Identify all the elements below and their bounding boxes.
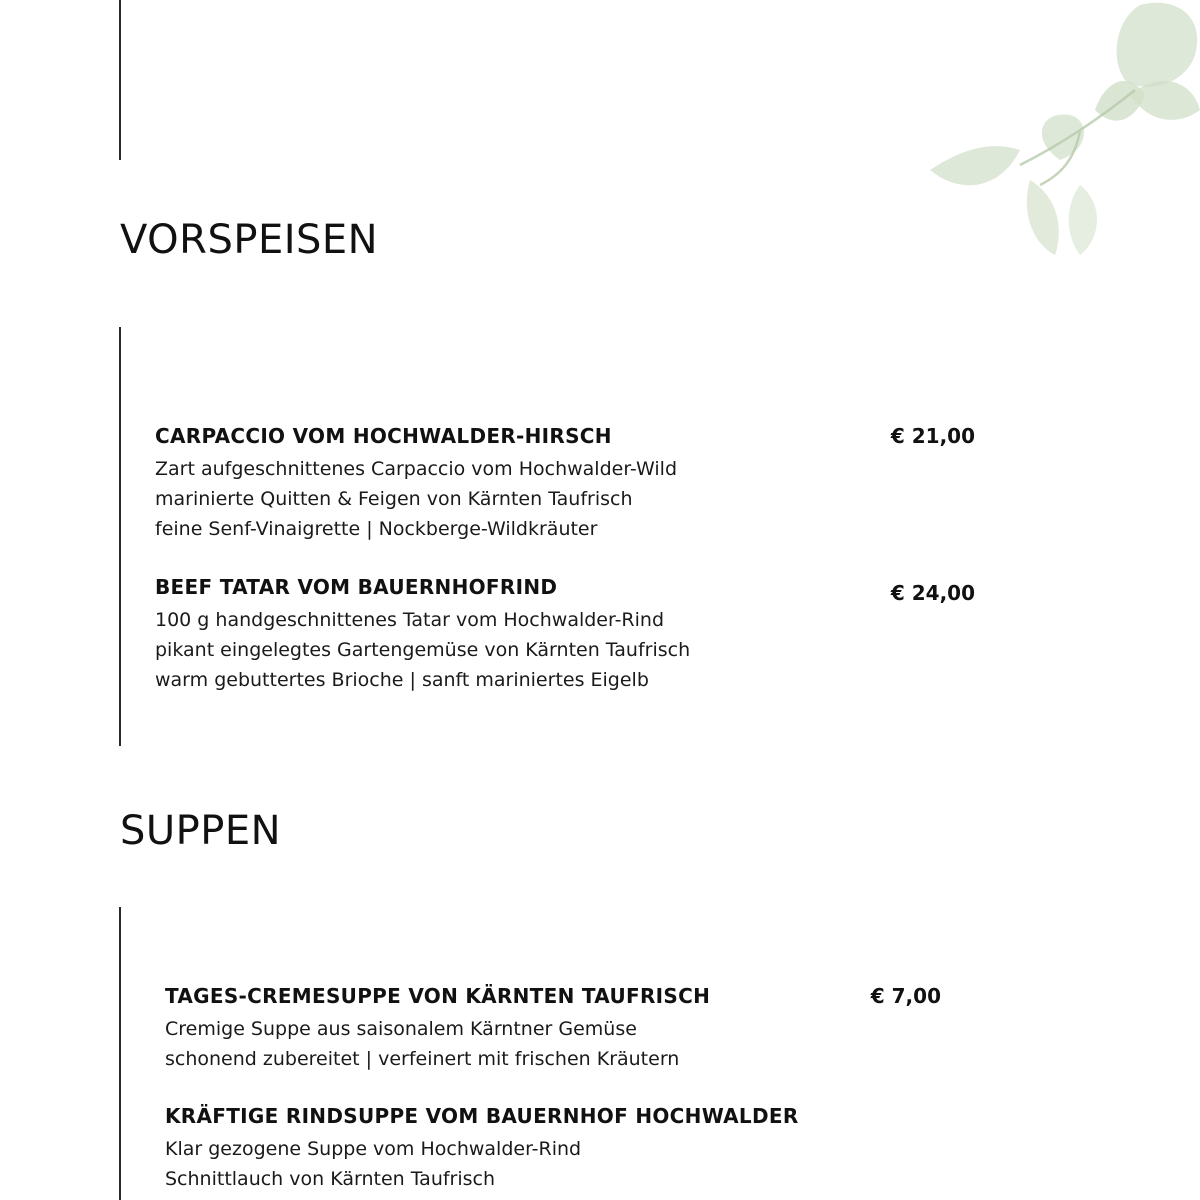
vorspeisen-rule	[119, 327, 121, 746]
dish-description	[165, 1134, 581, 1194]
dish-price: € 21,00	[890, 424, 975, 448]
leaf-branch-icon	[930, 0, 1200, 260]
description-line: 100 g handgeschnittenes Tatar vom Hochwalder-Rind	[155, 609, 665, 631]
description-line: Schnittlauch von Kärnten Taufrisch	[165, 1168, 496, 1190]
section-title-suppen: SUPPEN	[120, 808, 282, 854]
dish-name: KRÄFTIGE RINDSUPPE VOM BAUERNHOF HOCHWALDER	[165, 1104, 799, 1128]
top-rule	[119, 0, 121, 160]
description-line: Zart aufgeschnittenes Carpaccio vom Hochwalder-Wild	[155, 458, 678, 480]
dish-name: BEEF TATAR VOM BAUERNHOFRIND	[155, 575, 558, 599]
description-line: feine Senf-Vinaigrette | Nockberge-Wildkräuter	[155, 518, 598, 540]
dish-name: TAGES-CREMESUPPE VON KÄRNTEN TAUFRISCH	[165, 984, 711, 1008]
description-line: Cremige Suppe aus saisonalem Kärntner Gemüse	[165, 1018, 637, 1040]
suppen-rule	[119, 907, 121, 1200]
dish-description	[155, 605, 690, 695]
description-line: marinierte Quitten & Feigen von Kärnten Taufrisch	[155, 488, 633, 510]
dish-price: € 7,00	[870, 984, 941, 1008]
description-line: schonend zubereitet | verfeinert mit frischen Kräutern	[165, 1048, 680, 1070]
dish-description	[155, 454, 677, 544]
dish-name: CARPACCIO VOM HOCHWALDER-HIRSCH	[155, 424, 612, 448]
description-line: pikant eingelegtes Gartengemüse von Kärnten Taufrisch	[155, 639, 691, 661]
description-line: warm gebuttertes Brioche | sanft mariniertes Eigelb	[155, 669, 649, 691]
section-title-vorspeisen: VORSPEISEN	[120, 217, 379, 263]
dish-description	[165, 1014, 679, 1074]
dish-price: € 24,00	[890, 581, 975, 605]
description-line: Klar gezogene Suppe vom Hochwalder-Rind	[165, 1138, 582, 1160]
